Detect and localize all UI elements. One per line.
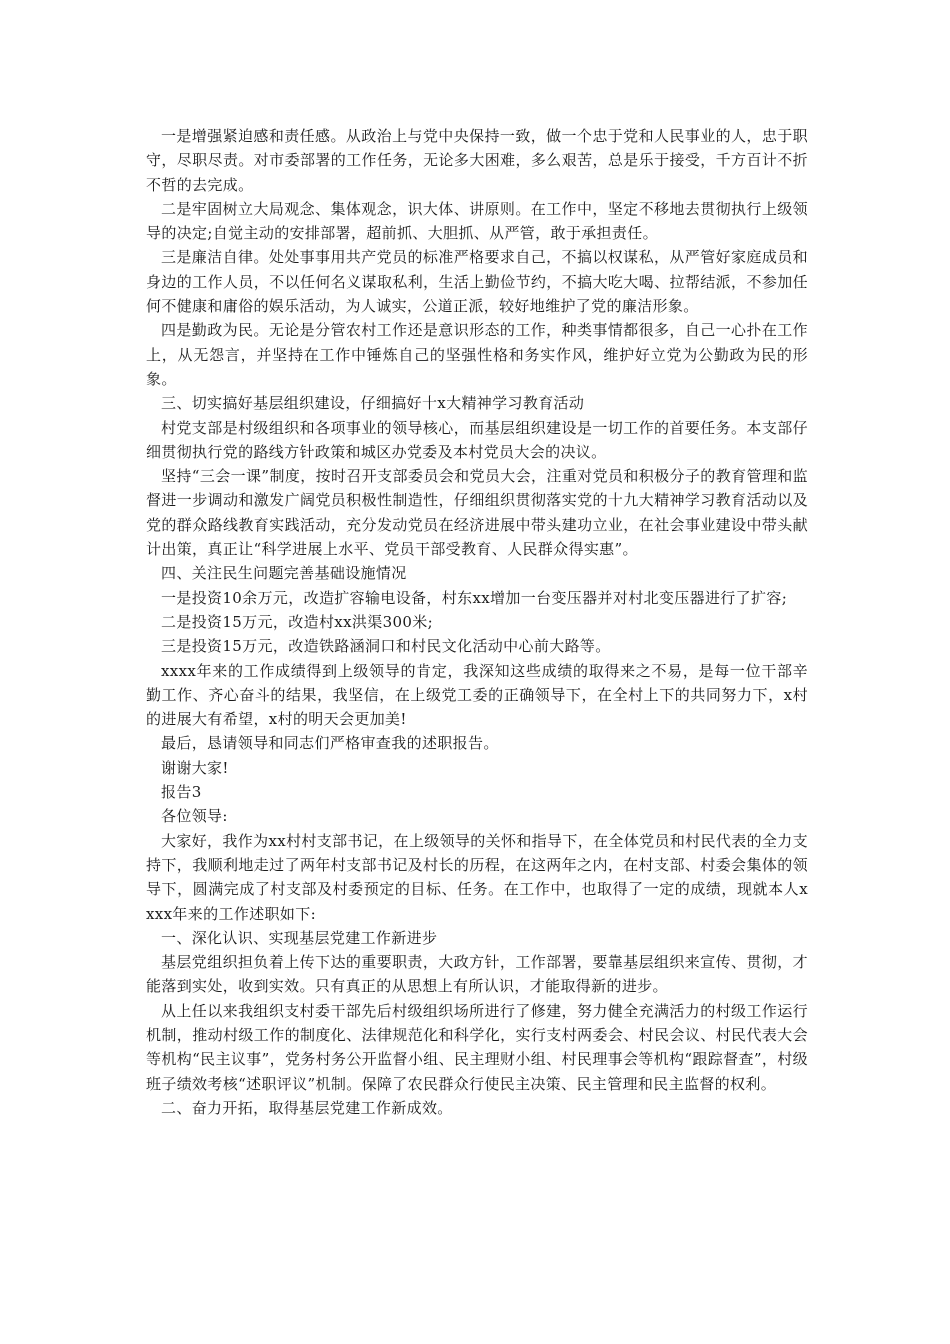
section-heading-1: 一、深化认识、实现基层党建工作新进步 bbox=[161, 928, 438, 947]
paragraph-14: 基层党组织担负着上传下达的重要职责，大政方针，工作部署，要靠基层组织来宣传、贯彻，才能落到实处，收到实效。只有真正的从思想上有所认识，才能取得新的进步。 bbox=[146, 953, 808, 996]
document-body bbox=[146, 124, 808, 1120]
paragraph-8: 二是投资15万元，改造村xx洪渠300米; bbox=[161, 612, 434, 631]
paragraph-13: 大家好，我作为xx村村支部书记，在上级领导的关怀和指导下，在全体党员和村民代表的全力支持下，我顺利地走过了两年村支部书记及村长的历程，在这两年之内，在村支部、村委会集体的领导下，圆满完成了村支部及村委预定的目标、任务。在工作中，也取得了一定的成绩，现就本人xxxx年来的工作述职如下: bbox=[146, 831, 808, 923]
paragraph-9: 三是投资15万元，改造铁路涵洞口和村民文化活动中心前大路等。 bbox=[161, 637, 611, 656]
paragraph-6: 坚持“三会一课”制度，按时召开支部委员会和党员大会，注重对党员和积极分子的教育管理和监督进一步调动和激发广阔党员积极性制造性，仔细组织贯彻落实党的十九大精神学习教育活动以及党的群众路线教育实践活动，充分发动党员在经济进展中带头建功立业，在社会事业建设中带头献计出策，真正让“科学进展上水平、党员干部受教育、人民群众得实惠”。 bbox=[146, 467, 808, 559]
paragraph-11: 最后，恳请领导和同志们严格审查我的述职报告。 bbox=[161, 734, 499, 753]
paragraph-3: 三是廉洁自律。处处事事用共产党员的标准严格要求自己，不搞以权谋私，从严管好家庭成员和身边的工作人员，不以任何名义谋取私利，生活上勤俭节约，不搞大吃大喝、拉帮结派，不参加任何不健康和庸俗的娱乐活动，为人诚实，公道正派，较好地维护了党的廉洁形象。 bbox=[146, 248, 808, 316]
paragraph-10: xxxx年来的工作成绩得到上级领导的肯定，我深知这些成绩的取得来之不易，是每一位干部辛勤工作、齐心奋斗的结果，我坚信，在上级党工委的正确领导下，在全村上下的共同努力下，x村的进展大有希望，x村的明天会更加美! bbox=[146, 661, 808, 729]
paragraph-5: 村党支部是村级组织和各项事业的领导核心，而基层组织建设是一切工作的首要任务。本支部仔细贯彻执行党的路线方针政策和城区办党委及本村党员大会的决议。 bbox=[146, 418, 808, 461]
section-heading-3: 三、切实搞好基层组织建设，仔细搞好十x大精神学习教育活动 bbox=[161, 394, 585, 413]
paragraph-4: 四是勤政为民。无论是分管农村工作还是意识形态的工作，种类事情都很多，自己一心扑在工作上，从无怨言，并坚持在工作中锤炼自己的坚强性格和务实作风，维护好立党为公勤政为民的形象。 bbox=[146, 321, 808, 388]
report-title: 报告3 bbox=[161, 783, 202, 802]
salutation: 各位领导: bbox=[161, 807, 228, 826]
paragraph-2: 二是牢固树立大局观念、集体观念，识大体、讲原则。在工作中，坚定不移地去贯彻执行上级领导的决定;自觉主动的安排部署，超前抓、大胆抓、从严管，敢于承担责任。 bbox=[146, 199, 808, 243]
paragraph-15: 从上任以来我组织支村委干部先后村级组织场所进行了修建，努力健全充满活力的村级工作运行机制，推动村级工作的制度化、法律规范化和科学化，实行支村两委会、村民会议、村民代表大会等机构“民主议事”，党务村务公开监督小组、民主理财小组、村民理事会等机构“跟踪督查”，村级班子绩效考核“述职评议”机制。保障了农民群众行使民主决策、民主管理和民主监督的权利。 bbox=[146, 1001, 808, 1093]
paragraph-12: 谢谢大家! bbox=[161, 758, 229, 777]
section-heading-2: 二、奋力开拓，取得基层党建工作新成效。 bbox=[161, 1098, 453, 1117]
section-heading-4: 四、关注民生问题完善基础设施情况 bbox=[161, 564, 407, 583]
paragraph-7: 一是投资10余万元，改造扩容输电设备，村东xx增加一台变压器并对村北变压器进行了扩容; bbox=[161, 588, 788, 607]
paragraph-1: 一是增强紧迫感和责任感。从政治上与党中央保持一致，做一个忠于党和人民事业的人，忠于职守，尽职尽责。对市委部署的工作任务，无论多大困难，多么艰苦，总是乐于接受，千方百计不折不哲的去完成。 bbox=[146, 127, 808, 194]
